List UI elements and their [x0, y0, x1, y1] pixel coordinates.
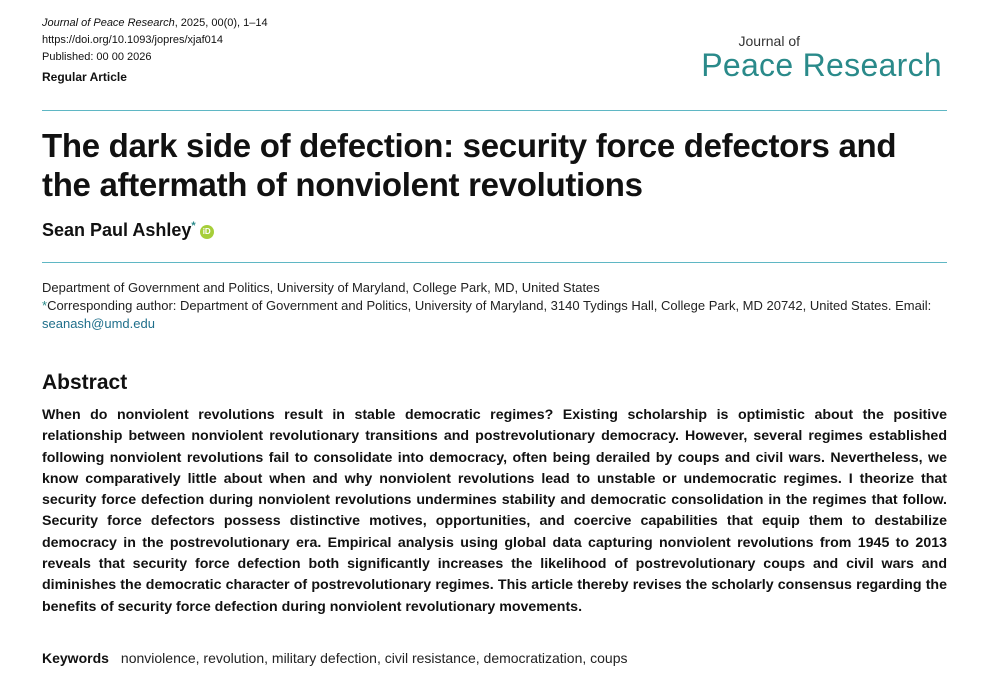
journal-logo — [701, 34, 942, 82]
author-line — [42, 220, 214, 241]
article-meta — [42, 15, 268, 86]
logo-line-1: Journal of — [738, 33, 800, 49]
published-date: Published: 00 00 2026 — [42, 51, 152, 63]
divider-top — [42, 110, 947, 111]
corresponding-author — [42, 297, 947, 315]
abstract-text: When do nonviolent revolutions result in stable democratic regimes? Existing scholarship is optimistic about the positive relationship between nonviolent revolutionary transitions and postrevolutionary democracy. However, several regimes established following nonviolent revolutions fail to consolidate into democracy, often being derailed by coups and civil wars. Nevertheless, we know comparatively little about when and why nonviolent revolutions lead to unstable or undemocratic regimes. I theorize that security force defection during nonviolent revolutions undermines stability and democratic consolidation in the regimes that follow. Security force defectors possess distinctive motives, opportunities, and coercive capabilities that equip them to destabilize democracy in the postrevolutionary era. Empirical analysis using global data capturing nonviolent revolutions from 1945 to 2013 reveals that security force defection both significantly increases the likelihood of postrevolutionary coups and civil wars and diminishes the democratic character of postrevolutionary regimes. This article thereby revises the scholarly consensus regarding the benefits of security force defection during nonviolent revolutionary movements. — [42, 407, 947, 615]
abstract-heading: Abstract — [42, 371, 128, 394]
logo-line-2: Peace Research — [701, 47, 942, 83]
keywords-label: Keywords — [42, 650, 109, 666]
citation-details: , 2025, 00(0), 1–14 — [174, 17, 268, 29]
keywords-line — [42, 650, 628, 666]
affiliation-department: Department of Government and Politics, University of Maryland, College Park, MD, United States — [42, 280, 600, 295]
citation-line — [42, 15, 268, 32]
keywords-list: nonviolence, revolution, military defection, civil resistance, democratization, coups — [120, 650, 628, 666]
corresponding-mark: * — [191, 220, 196, 232]
article-title: The dark side of defection: security force defectors and the aftermath of nonviolent revolutions — [42, 127, 897, 203]
article-type: Regular Article — [42, 70, 127, 84]
divider-middle — [42, 262, 947, 263]
corresponding-star: * — [42, 298, 48, 313]
doi-link[interactable]: https://doi.org/10.1093/jopres/xjaf014 — [42, 34, 224, 46]
journal-name: Journal of Peace Research — [42, 17, 175, 29]
affiliation-block — [42, 279, 947, 333]
author-email-link[interactable]: seanash@umd.edu — [42, 316, 155, 331]
corresponding-text: Corresponding author: Department of Government and Politics, University of Maryland, 3140 Tydings Hall, College Park, MD 20742, United States. Email: — [47, 298, 932, 313]
author-name[interactable]: Sean Paul Ashley — [42, 220, 192, 240]
orcid-icon[interactable]: iD — [200, 225, 214, 239]
